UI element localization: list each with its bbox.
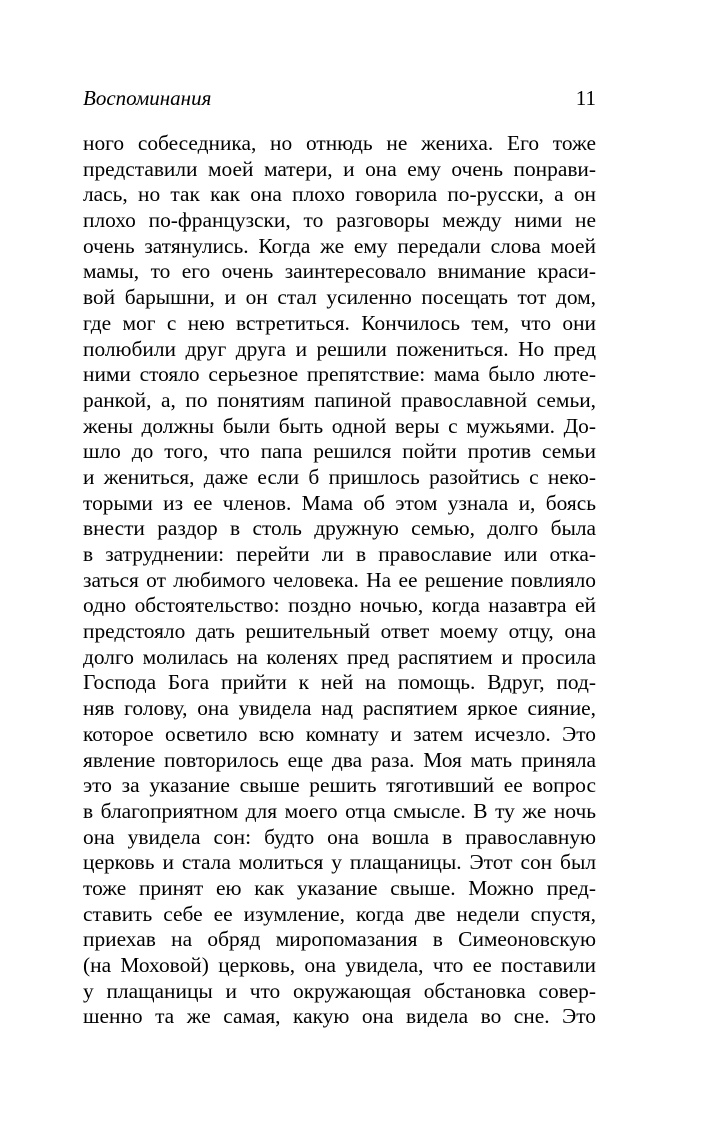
text-line: (на Моховой) церковь, она увидела, что ее поставили	[83, 953, 596, 977]
text-line: в благоприятном для моего отца смысле. В ту же ночь	[83, 798, 596, 823]
running-title: Воспоминания	[83, 86, 212, 110]
text-line: ними стояло серьезное препятствие: мама было люте-	[83, 362, 596, 387]
text-line: шенно та же самая, какую она видела во сне. Это	[83, 1004, 596, 1029]
text-line: ставить себе ее изумление, когда две недели спустя,	[83, 901, 596, 926]
text-line: лась, но так как она плохо говорила по-русски, а он	[83, 182, 596, 207]
text-line: вой барышни, и он стал усиленно посещать тот дом,	[83, 285, 596, 310]
page-number: 11	[575, 86, 596, 110]
text-line: которое осветило всю комнату и затем исчезло. Это	[83, 721, 596, 746]
text-line: полюбили друг друга и решили пожениться. Но пред	[83, 336, 596, 361]
text-line: церковь и стала молиться у плащаницы. Этот сон был	[83, 850, 596, 875]
text-line: явление повторилось еще два раза. Моя мать приняла	[83, 747, 596, 772]
text-line: ранкой, а, по понятиям папиной православной семьи,	[83, 387, 596, 412]
text-line: няв голову, она увидела над распятием яркое сияние,	[83, 696, 596, 721]
text-line: заться от любимого человека. На ее решение повлияло	[83, 567, 596, 592]
text-line: торыми из ее членов. Мама об этом узнала и, боясь	[83, 490, 596, 515]
text-line: шло до того, что папа решился пойти против семьи	[83, 439, 596, 464]
text-line: у плащаницы и что окружающая обстановка совер-	[83, 978, 596, 1003]
text-line: внести раздор в столь дружную семью, долго была	[83, 516, 596, 541]
text-line: представили моей матери, и она ему очень понрави-	[83, 156, 596, 181]
text-line: жены должны были быть одной веры с мужьями. До-	[83, 413, 596, 438]
text-line: где мог с нею встретиться. Кончилось тем, что они	[83, 310, 596, 335]
text-line: долго молилась на коленях пред распятием и просила	[83, 644, 596, 669]
text-line: тоже принят ею как указание свыше. Можно пред-	[83, 875, 596, 900]
text-line: одно обстоятельство: поздно ночью, когда назавтра ей	[83, 593, 596, 618]
text-line: в затруднении: перейти ли в православие или отка-	[83, 542, 596, 566]
text-line: она увидела сон: будто она вошла в православную	[83, 824, 596, 849]
text-line: мамы, то его очень заинтересовало внимание краси-	[83, 259, 596, 284]
body-text	[83, 131, 596, 1030]
text-line: это за указание свыше решить тяготивший ее вопрос	[83, 773, 596, 798]
text-line: и жениться, даже если б пришлось разойтись с неко-	[83, 464, 596, 489]
text-line: ного собеседника, но отнюдь не жениха. Его тоже	[83, 131, 596, 155]
text-line: предстояло дать решительный ответ моему отцу, она	[83, 619, 596, 644]
text-line: Господа Бога прийти к ней на помощь. Вдруг, под-	[83, 670, 596, 695]
text-line: приехав на обряд миропомазания в Симеоновскую	[83, 927, 596, 952]
text-line: плохо по-французски, то разговоры между ними не	[83, 208, 596, 233]
text-line: очень затянулись. Когда же ему передали слова моей	[83, 233, 596, 258]
